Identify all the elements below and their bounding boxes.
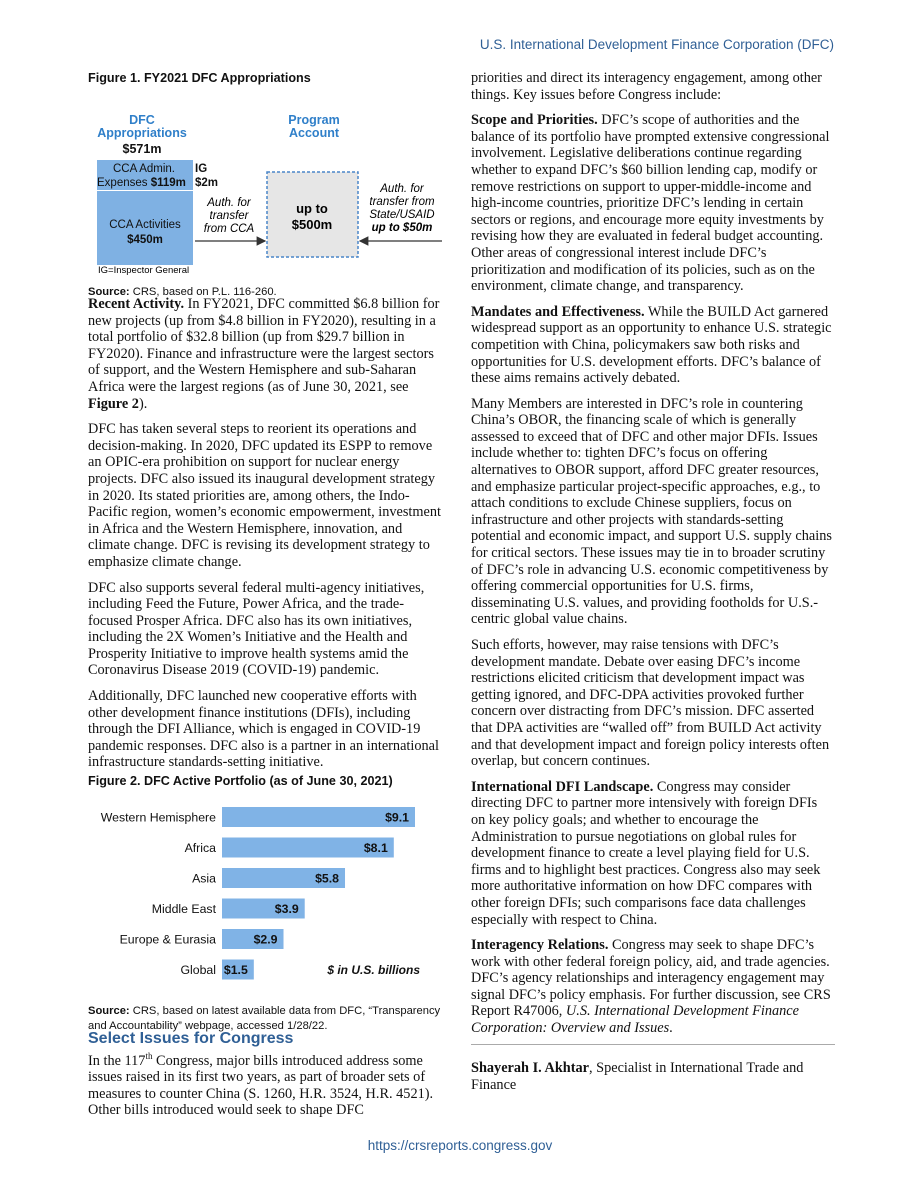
paragraph: Many Members are interested in DFC’s role in countering China’s OBOR, the financing scale of which is generally assessed to exceed that of DFC and other major DFIs. Issues include whether to: tighten DFC’s focus on offering alternatives to OBOR support, afford DFC greater resources, and emphasize particular project-specific approaches, e.g., to attach conditions to exclude Chinese suppliers, focus on infrastructure and other projects with standards-setting potential and economic impact, and support U.S. supply chains for critical sectors. These issues may tie in to broader scrutiny of DFC’s role in advancing U.S. economic competitiveness by offering commercial opportunities for U.S. firms, disseminating U.S. values, and providing footholds for U.S.-centric global value chains. xyxy=(471,395,832,628)
paragraph: DFC also supports several federal multi-agency initiatives, including Feed the Future, Power Africa, and the trade-focused Prosper Africa. DFC also has its own initiatives, including the 2X Women’s Initiative and the Health and Prosperity Initiative to improve health systems amid the Coronavirus Disease 2019 (COVID-19) pandemic. xyxy=(88,579,425,679)
figure-1-title: Figure 1. FY2021 DFC Appropriations xyxy=(88,71,311,85)
paragraph: Such efforts, however, may raise tensions with DFC’s development mandate. Debate over easing DFC’s income restrictions elicited criticism that development impact was getting ignored, and DFC-DPA activities provoked further concern over distracting from DFC’s mission. DFC asserted that DPA activities are “walled off” from BUILD Act activity and that development impact and foreign policy interests often overlap, but concern continues. xyxy=(471,637,830,770)
svg-text:State/USAID: State/USAID xyxy=(369,208,435,221)
paragraph-interagency: Interagency Relations. Congress may seek to shape DFC’s work with other federal foreign policy, aid, and trade agencies. DFC’s agency relationships and interagency engagement may signal DFC’s policy emphasis. For further discussion, see CRS Report R47006, U.S. International Development Finance Corporation: Overview and Issues. xyxy=(471,937,831,1037)
figure-2-source: Source: CRS, based on latest available data from DFC, “Transparency and Accountability” webpage, accessed 1/28/22. xyxy=(88,1004,441,1032)
left-section xyxy=(88,1031,446,1128)
author-block: Shayerah I. Akhtar, Specialist in International Trade and Finance xyxy=(471,1060,804,1093)
svg-text:Appropriations: Appropriations xyxy=(97,125,187,140)
category-label: Middle East xyxy=(151,901,216,916)
svg-text:up to $50m: up to $50m xyxy=(371,221,433,234)
svg-text:Auth. for: Auth. for xyxy=(207,196,251,209)
col1-head: DFC xyxy=(129,112,155,127)
paragraph: priorities and direct its interagency engagement, among other things. Key issues before Congress include: xyxy=(471,70,822,103)
category-label: Western Hemisphere xyxy=(100,810,216,825)
svg-text:from CCA: from CCA xyxy=(203,222,255,235)
svg-text:CCA Activities: CCA Activities xyxy=(109,218,181,231)
category-label: Europe & Eurasia xyxy=(119,932,216,947)
figure-2-title: Figure 2. DFC Active Portfolio (as of June 30, 2021) xyxy=(88,774,393,788)
unit-note: $ in U.S. billions xyxy=(327,962,420,977)
svg-text:CCA Admin.: CCA Admin. xyxy=(113,162,175,175)
paragraph-dfi-landscape: International DFI Landscape. Congress may consider directing DFC to partner more intensively with foreign DFIs on key policy goals; and whether to encourage the Administration to pursue negotiations on global rules for development finance to create a level playing field for U.S. firms and to highlight best practices. Congress also may seek more authoritative information on how DFC compares with other foreign DFIs; such comparisons face data challenges especially with respect to China. xyxy=(471,778,821,928)
svg-text:$450m: $450m xyxy=(127,233,163,246)
value-label: $2.9 xyxy=(253,932,278,947)
value-label: $1.5 xyxy=(223,962,248,977)
running-header: U.S. International Development Finance Corporation (DFC) xyxy=(479,37,834,52)
paragraph: In the 117th Congress, major bills introduced address some issues raised in its first two years, as part of broader sets of measures to counter China (S. 1260, H.R. 3524, H.R. 4521). Other bills introduced would seek to shape DFC xyxy=(88,1050,434,1119)
footer-url: https://crsreports.congress.gov xyxy=(367,1138,553,1153)
svg-text:$500m: $500m xyxy=(291,216,333,232)
category-label: Global xyxy=(180,962,216,977)
svg-text:Auth. for: Auth. for xyxy=(380,182,424,195)
figure-1-diagram xyxy=(88,87,446,275)
portfolio-bar-chart xyxy=(88,798,446,994)
author-divider xyxy=(471,1044,835,1045)
svg-text:IG: IG xyxy=(195,162,208,175)
paragraph: Additionally, DFC launched new cooperative efforts with other development finance institutions (DFIs), including through the DFI Alliance, which is engaged in COVID-19 pandemic responses. DFC also is a partner in an international infrastructure standards-setting initiative. xyxy=(88,688,439,771)
ig-block xyxy=(191,160,193,190)
value-label: $3.9 xyxy=(274,901,299,916)
svg-text:transfer: transfer xyxy=(209,209,249,222)
figure-2 xyxy=(88,773,446,1034)
category-label: Africa xyxy=(184,840,216,855)
svg-text:transfer from: transfer from xyxy=(369,195,435,208)
value-label: $9.1 xyxy=(385,810,409,825)
section-title: Select Issues for Congress xyxy=(88,1030,294,1047)
col2-head: Program xyxy=(288,112,340,127)
value-label: $8.1 xyxy=(363,840,388,855)
paragraph-scope: Scope and Priorities. DFC’s scope of authorities and the balance of its portfolio have prompted extensive congressional involvement. Legislative deliberations continue regarding whether to expand DFC’s $60 billion lending cap, modify or remove restrictions on support to upper-middle-income and high-income countries, prioritize DFC’s lending in certain sectors or regions, and encourage more equity investments by revising how they are evaluated in federal budget accounting. Other areas of congressional interest include DFC’s prioritization and modification of its policies, such as on the environment, climate change, and transparency. xyxy=(471,112,830,295)
paragraph-recent-activity: Recent Activity. In FY2021, DFC committed $6.8 billion for new projects (up from $4.8 billion in FY2020), resulting in a total portfolio of $32.8 billion (up from $29.7 billion in FY2020). Finance and infrastructure were the largest sectors of support, and the Western Hemisphere and sub-Saharan Africa were the largest regions (as of June 30, 2021, see Figure 2). xyxy=(88,296,440,412)
left-body xyxy=(88,296,446,780)
figure-1 xyxy=(88,70,446,300)
ig-note: IG=Inspector General xyxy=(98,264,190,275)
category-label: Asia xyxy=(192,871,216,886)
svg-text:Expenses $119m: Expenses $119m xyxy=(97,176,186,189)
figure-1-source: Source: CRS, based on P.L. 116-260. xyxy=(88,285,277,298)
svg-text:Account: Account xyxy=(289,125,339,140)
svg-text:$2m: $2m xyxy=(195,176,219,189)
col1-total: $571m xyxy=(122,141,162,156)
author-name: Shayerah I. Akhtar xyxy=(471,1060,589,1076)
value-label: $5.8 xyxy=(315,871,340,886)
svg-text:up to: up to xyxy=(296,200,328,216)
paragraph: DFC has taken several steps to reorient its operations and decision-making. In 2020, DFC updated its ESPP to remove an OPIC-era prohibition on support for nuclear energy projects. DFC also issued its inaugural development strategy in 2020. Its stated priorities are, among others, the Indo-Pacific region, women’s economic empowerment, investment in Africa and the Western Hemisphere, innovation, and climate change. DFC is revising its development strategy to emphasize climate change. xyxy=(88,421,441,570)
right-body xyxy=(471,70,835,1046)
paragraph-mandates: Mandates and Effectiveness. While the BUILD Act garnered widespread support as an opportunity to enhance U.S. strategic competition with China, policymakers saw both risks and opportunities for U.S. development efforts. DFC’s balance of these aims remains actively debated. xyxy=(471,303,832,387)
